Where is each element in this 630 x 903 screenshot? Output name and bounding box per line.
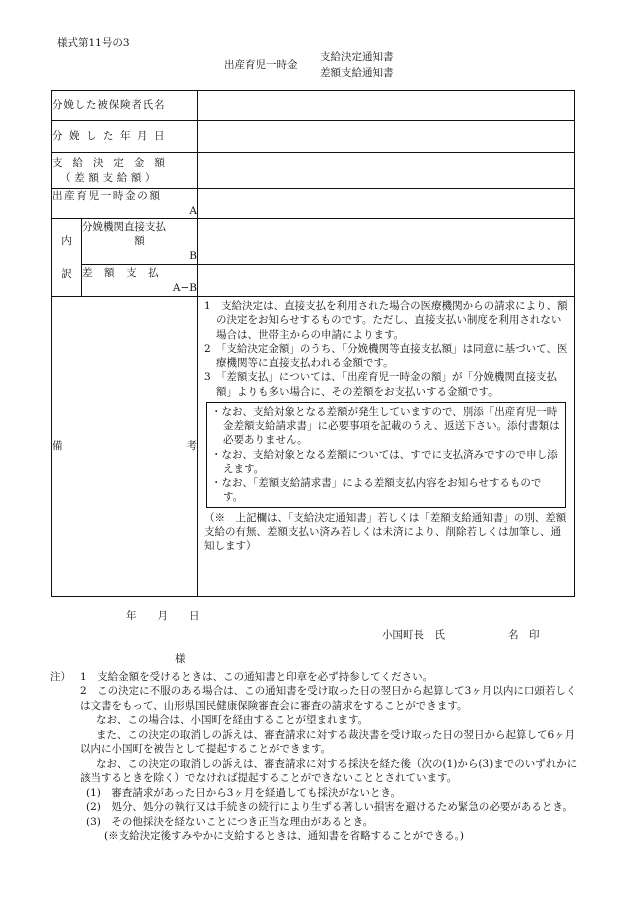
remarks-label [52,297,198,597]
remark-option: ・なお、「差額支給請求書」による差額支払内容をお知らせするものです。 [211,477,542,504]
footnote-line: なお、この決定の取消しの訴えは、審査請求に対する採決を経た後（次の(1)から(3)までのいずれかに該当するときを除く）でなければ提起することができないこととされています。 [80,757,578,785]
lump-sum-label [52,189,198,219]
remarks-note: （※ 上記欄は、「支給決定通知書」若しくは「差額支給通知書」の別、差額支給の有無、差額支払い済み若しくは未済により、削除若しくは加筆し、通知します） [204,511,567,553]
insured-name-label: 分娩した被保険者氏名 [52,91,198,121]
remark-option: ・なお、支給対象となる差額については、すでに支払済みですので申し添えます。 [211,448,558,475]
lump-sum-value[interactable] [198,189,575,219]
remarks-label-1: 備 [52,440,63,453]
difference-mark: A−B [172,281,197,294]
title-decision-notice: 支給決定通知書 [320,51,394,63]
difference-value[interactable] [198,265,575,297]
birth-date-value[interactable] [198,121,575,153]
title-difference-notice: 差額支給通知書 [320,67,394,79]
footnote-line: (※支給決定後すみやかに支給するときは、通知書を省略することができる。) [104,830,464,843]
direct-payment-mark: B [189,249,197,262]
birth-date-label: 分娩した年月日 [52,121,198,153]
decided-amount-label [52,153,198,189]
insured-name-value[interactable] [198,91,575,121]
remarks-label-2: 考 [186,440,197,453]
footnote-line: なお、この場合は、小国町を経由することが望まれます。 [96,714,369,727]
difference-label [82,265,198,297]
footnote-line: 2 この決定に不服のある場合は、この通知書を受け取った日の翌日から起算して3ヶ月以内に口頭若しくは文書をもって、山形県国民健康保険審査会に審査の請求をすることができます。 [80,685,577,712]
difference-label-text: 差額支払 [82,267,171,280]
remark-option: ・なお、支給対象となる差額が発生していますので、別添「出産育児一時金差額支給請求書」に必要事項を記載のうえ、返送下さい。添付書類は必要ありません。 [211,405,560,447]
footnote-line: (2) 処分、処分の執行又は手続きの続行により生ずる著しい損害を避けるため緊急の必要があるとき。 [86,801,573,814]
remark-item: 1 支給決定は、直接支払を利用された場合の医療機関からの請求により、額の決定をお知らせするものです。ただし、直接支払い制度を利用されない場合は、世帯主からの申請によります。 [204,300,568,341]
notice-form-table [51,90,575,597]
breakdown-label-1: 内 [61,235,72,248]
form-number: 様式第11号の3 [57,37,130,49]
remark-item: 3 「差額支払」については、「出産育児一時金の額」が「分娩機関直接支払額」よりも多い場合に、その差額をお支払いする金額です。 [204,371,557,398]
issuer-signature-line: 小国町長 氏 名 印 [382,629,540,641]
footnote-line: (3) その他採決を経ないことにつき正当な理由があるとき。 [86,815,374,828]
footnote-line: (1) 審査請求があった日から3ヶ月を経過しても採決がないとき。 [86,786,402,799]
decided-amount-value[interactable] [198,153,575,189]
breakdown-label [52,219,82,297]
remark-item: 2 「支給決定金額」のうち、「分娩機関等直接支払額」は同意に基づいて、医療機関等に直接支払われる金額です。 [204,342,568,370]
addressee-suffix: 様 [175,653,186,665]
remarks-content [198,297,575,597]
footnotes [50,670,582,844]
direct-payment-value[interactable] [198,219,575,265]
direct-payment-label-2: 額 [134,235,145,248]
direct-payment-label [82,219,198,265]
issue-date: 年 月 日 [126,610,200,622]
decided-amount-label-sub: （差額支給額） [60,171,160,184]
direct-payment-label-1: 分娩機関直接支払 [82,221,166,234]
lump-sum-label-text: 出産育児一時金の額 [52,190,162,203]
footnote-line: 1 支給金額を受けるときは、この通知書と印章を必ず持参してください。 [80,671,434,683]
lump-sum-mark: A [189,204,197,217]
footnote-line: また、この決定の取消しの訴えは、審査請求に対する裁決書を受け取った日の翌日から起算して6ヶ月以内に小国町を被告として提起することができます。 [80,728,576,756]
footnotes-label: 注） [50,671,71,683]
remarks-option-box [206,402,566,508]
page-title: 出産育児一時金 [224,59,298,71]
breakdown-label-2: 訳 [61,267,72,280]
decided-amount-label-main: 支給決定金額 [52,157,175,170]
